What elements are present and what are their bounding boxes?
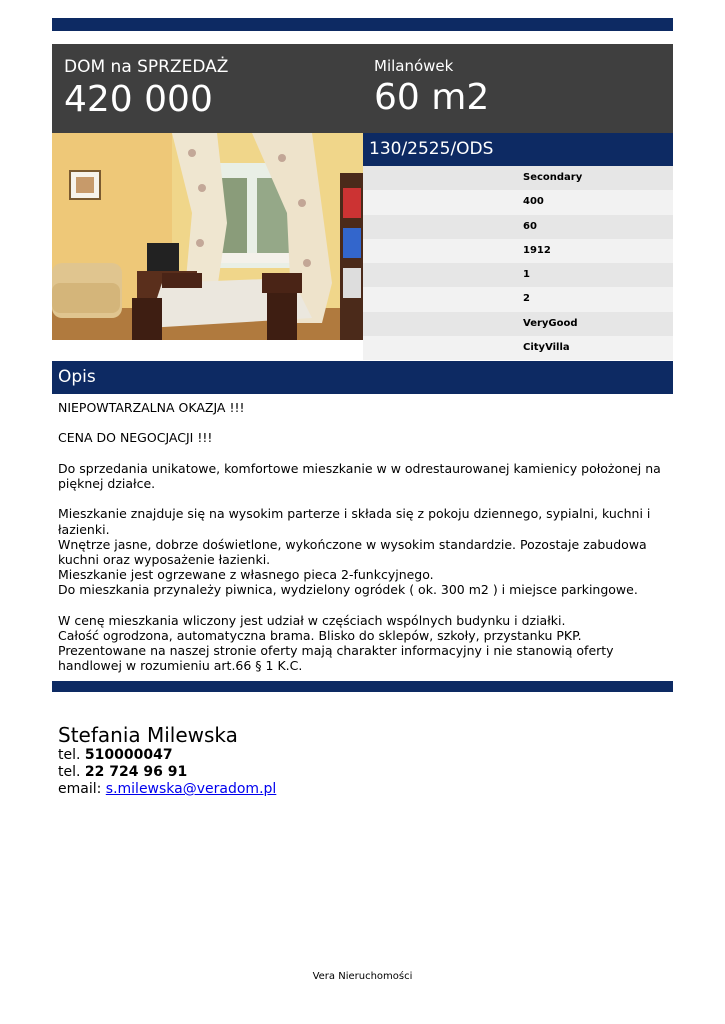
offer-city: Milanówek: [374, 57, 454, 75]
description-line: Do sprzedania unikatowe, komfortowe mieszkanie w w odrestaurowanej kamienicy położonej na pięknej działce.: [58, 460, 661, 491]
description-line: NIEPOWTARZALNA OKAZJA !!!: [58, 400, 245, 415]
offer-reference: 130/2525/ODS: [363, 133, 673, 166]
description-line: Mieszkanie znajduje się na wysokim parterze i składa się z pokoju dziennego, sypialni, kuchni i łazienki.: [58, 506, 651, 537]
offer-price: 420 000: [64, 79, 213, 120]
description-line: Wnętrze jasne, dobrze doświetlone, wykończone w wysokim standardzie. Pozostaje zabudowa kuchni oraz wyposażenie łazienki.: [58, 536, 647, 567]
description-heading: Opis: [52, 361, 673, 394]
email-label: email:: [58, 781, 102, 797]
description-line: CENA DO NEGOCJACJI !!!: [58, 430, 213, 446]
email-link[interactable]: s.milewska@veradom.pl: [105, 781, 277, 797]
offer-params-table: [363, 166, 673, 360]
header-right: [374, 56, 489, 118]
agent-phone-1: [58, 747, 276, 764]
bottom-accent-bar: [52, 681, 673, 692]
param-row: CityVilla: [363, 336, 673, 360]
description-line: W cenę mieszkania wliczony jest udział w częściach wspólnych budynku i działki.: [58, 612, 566, 628]
offer-header: [52, 44, 673, 133]
description-line: Do mieszkania przynależy piwnica, wydzielony ogródek ( ok. 300 m2 ) i miejsce parkingowe.: [58, 582, 638, 598]
phone-number: 22 724 96 91: [84, 764, 188, 780]
footer-company: Vera Nieruchomości: [312, 971, 413, 982]
param-row: Secondary: [363, 166, 673, 190]
top-accent-bar: [52, 18, 673, 31]
phone-number: 510000047: [84, 747, 173, 763]
param-row: 1: [363, 263, 673, 287]
description-line: Mieszkanie jest ogrzewane z własnego pieca 2-funkcyjnego.: [58, 567, 434, 583]
agent-phone-2: [58, 764, 276, 781]
param-row: VeryGood: [363, 312, 673, 336]
agent-contact: [58, 723, 276, 798]
param-row: 400: [363, 190, 673, 214]
description-line: Całość ogrodzona, automatyczna brama. Blisko do sklepów, szkoły, przystanku PKP.: [58, 627, 582, 643]
offer-type: DOM na SPRZEDAŻ: [64, 57, 229, 77]
header-left: [64, 56, 228, 120]
tel-label: tel.: [58, 747, 81, 763]
description-line: Prezentowane na naszej stronie oferty mają charakter informacyjny i nie stanowią oferty handlowej w rozumieniu art.66 § 1 K.C.: [58, 643, 614, 674]
param-row: 60: [363, 215, 673, 239]
property-photo: [52, 133, 363, 340]
tel-label: tel.: [58, 764, 81, 780]
param-row: 1912: [363, 239, 673, 263]
agent-name: Stefania Milewska: [58, 723, 238, 747]
agent-email-row: [58, 781, 276, 798]
description-body: [58, 400, 670, 674]
param-row: 2: [363, 287, 673, 311]
offer-area: 60 m2: [374, 77, 490, 118]
